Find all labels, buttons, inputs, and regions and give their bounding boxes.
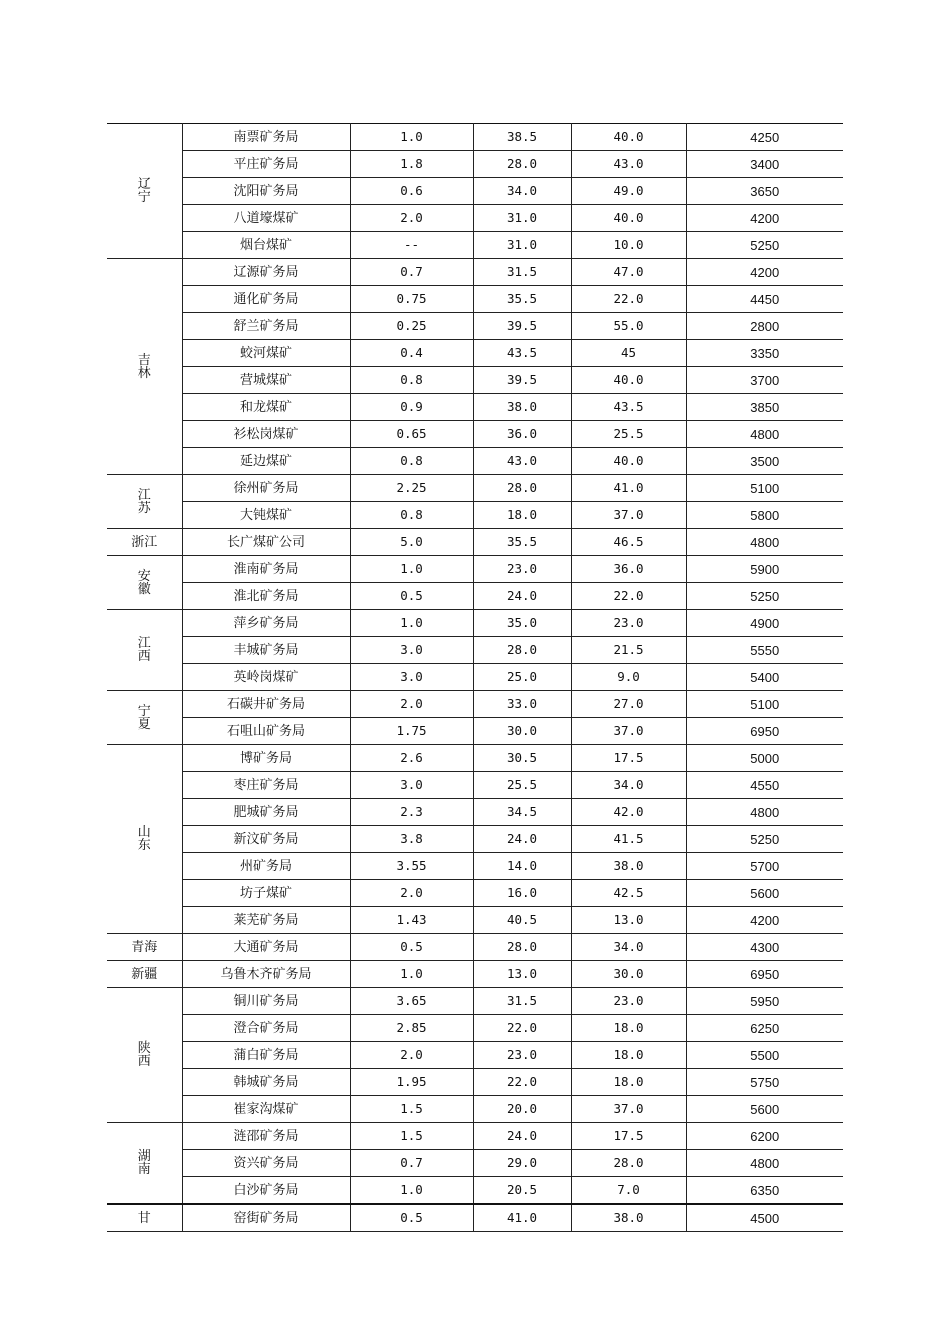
mine-name-cell: 大通矿务局 — [182, 934, 350, 961]
value-b-cell: 13.0 — [473, 961, 571, 988]
table-row — [107, 313, 843, 340]
mine-name-cell: 资兴矿务局 — [182, 1150, 350, 1177]
value-c-cell: 28.0 — [571, 1150, 686, 1177]
heat-value-cell: 5100 — [686, 475, 843, 502]
heat-value-cell: 5250 — [686, 232, 843, 259]
heat-value-cell: 4550 — [686, 772, 843, 799]
value-b-cell: 25.0 — [473, 664, 571, 691]
mine-name-cell: 州矿务局 — [182, 853, 350, 880]
value-b-cell: 41.0 — [473, 1204, 571, 1232]
value-c-cell: 17.5 — [571, 1123, 686, 1150]
mine-name-cell: 澄合矿务局 — [182, 1015, 350, 1042]
value-a-cell: 0.5 — [350, 1204, 473, 1232]
mine-name-cell: 白沙矿务局 — [182, 1177, 350, 1205]
table-row — [107, 502, 843, 529]
table-row — [107, 826, 843, 853]
value-a-cell: 0.5 — [350, 583, 473, 610]
heat-value-cell: 4450 — [686, 286, 843, 313]
value-a-cell: 0.8 — [350, 367, 473, 394]
value-b-cell: 24.0 — [473, 583, 571, 610]
mine-name-cell: 淮南矿务局 — [182, 556, 350, 583]
value-a-cell: 0.7 — [350, 259, 473, 286]
mine-name-cell: 石碳井矿务局 — [182, 691, 350, 718]
value-a-cell: 3.8 — [350, 826, 473, 853]
value-c-cell: 37.0 — [571, 502, 686, 529]
heat-value-cell: 3850 — [686, 394, 843, 421]
province-cell: 山 东 — [107, 745, 182, 934]
value-a-cell: 0.65 — [350, 421, 473, 448]
value-a-cell: 1.0 — [350, 556, 473, 583]
heat-value-cell: 6350 — [686, 1177, 843, 1205]
mine-name-cell: 平庄矿务局 — [182, 151, 350, 178]
value-c-cell: 40.0 — [571, 205, 686, 232]
heat-value-cell: 6200 — [686, 1123, 843, 1150]
heat-value-cell: 5600 — [686, 1096, 843, 1123]
value-b-cell: 20.0 — [473, 1096, 571, 1123]
province-cell: 江 苏 — [107, 475, 182, 529]
table-row — [107, 205, 843, 232]
table-row — [107, 637, 843, 664]
mine-name-cell: 韩城矿务局 — [182, 1069, 350, 1096]
value-c-cell: 43.0 — [571, 151, 686, 178]
value-a-cell: 1.0 — [350, 124, 473, 151]
value-b-cell: 23.0 — [473, 1042, 571, 1069]
heat-value-cell: 5000 — [686, 745, 843, 772]
heat-value-cell: 2800 — [686, 313, 843, 340]
value-c-cell: 18.0 — [571, 1042, 686, 1069]
heat-value-cell: 6950 — [686, 961, 843, 988]
table-body — [107, 124, 843, 1232]
heat-value-cell: 5250 — [686, 583, 843, 610]
value-c-cell: 49.0 — [571, 178, 686, 205]
province-cell: 新疆 — [107, 961, 182, 988]
table-row — [107, 475, 843, 502]
value-b-cell: 31.5 — [473, 259, 571, 286]
heat-value-cell: 4800 — [686, 1150, 843, 1177]
value-c-cell: 40.0 — [571, 367, 686, 394]
mine-name-cell: 坊子煤矿 — [182, 880, 350, 907]
value-c-cell: 37.0 — [571, 1096, 686, 1123]
value-a-cell: 0.75 — [350, 286, 473, 313]
value-a-cell: 2.85 — [350, 1015, 473, 1042]
heat-value-cell: 5700 — [686, 853, 843, 880]
value-b-cell: 31.0 — [473, 205, 571, 232]
table-row — [107, 448, 843, 475]
value-c-cell: 40.0 — [571, 124, 686, 151]
mine-name-cell: 通化矿务局 — [182, 286, 350, 313]
value-a-cell: 0.5 — [350, 934, 473, 961]
heat-value-cell: 3350 — [686, 340, 843, 367]
province-cell: 辽 宁 — [107, 124, 182, 259]
mine-name-cell: 窑街矿务局 — [182, 1204, 350, 1232]
value-c-cell: 55.0 — [571, 313, 686, 340]
value-b-cell: 28.0 — [473, 637, 571, 664]
value-c-cell: 42.0 — [571, 799, 686, 826]
mine-name-cell: 长广煤矿公司 — [182, 529, 350, 556]
value-c-cell: 34.0 — [571, 934, 686, 961]
heat-value-cell: 5550 — [686, 637, 843, 664]
value-c-cell: 18.0 — [571, 1015, 686, 1042]
table-row — [107, 259, 843, 286]
table-row — [107, 124, 843, 151]
heat-value-cell: 6950 — [686, 718, 843, 745]
value-b-cell: 34.5 — [473, 799, 571, 826]
heat-value-cell: 5600 — [686, 880, 843, 907]
mine-name-cell: 舒兰矿务局 — [182, 313, 350, 340]
value-c-cell: 18.0 — [571, 1069, 686, 1096]
value-b-cell: 39.5 — [473, 313, 571, 340]
heat-value-cell: 4800 — [686, 799, 843, 826]
value-b-cell: 28.0 — [473, 475, 571, 502]
value-b-cell: 14.0 — [473, 853, 571, 880]
value-c-cell: 27.0 — [571, 691, 686, 718]
value-b-cell: 28.0 — [473, 151, 571, 178]
value-a-cell: 0.6 — [350, 178, 473, 205]
value-b-cell: 20.5 — [473, 1177, 571, 1205]
value-a-cell: 3.0 — [350, 637, 473, 664]
table-row — [107, 853, 843, 880]
heat-value-cell: 5500 — [686, 1042, 843, 1069]
table-row — [107, 718, 843, 745]
value-c-cell: 9.0 — [571, 664, 686, 691]
value-c-cell: 10.0 — [571, 232, 686, 259]
heat-value-cell: 4900 — [686, 610, 843, 637]
mine-name-cell: 崔家沟煤矿 — [182, 1096, 350, 1123]
table-row — [107, 529, 843, 556]
value-c-cell: 34.0 — [571, 772, 686, 799]
mine-name-cell: 延边煤矿 — [182, 448, 350, 475]
table-row — [107, 232, 843, 259]
value-a-cell: 2.0 — [350, 1042, 473, 1069]
value-a-cell: 1.0 — [350, 610, 473, 637]
table-row — [107, 340, 843, 367]
value-b-cell: 39.5 — [473, 367, 571, 394]
province-cell: 浙江 — [107, 529, 182, 556]
value-a-cell: -- — [350, 232, 473, 259]
value-b-cell: 30.5 — [473, 745, 571, 772]
value-c-cell: 41.0 — [571, 475, 686, 502]
table-row — [107, 1177, 843, 1205]
heat-value-cell: 3400 — [686, 151, 843, 178]
table-row — [107, 1042, 843, 1069]
value-a-cell: 3.55 — [350, 853, 473, 880]
mine-name-cell: 铜川矿务局 — [182, 988, 350, 1015]
value-b-cell: 33.0 — [473, 691, 571, 718]
heat-value-cell: 5950 — [686, 988, 843, 1015]
mine-name-cell: 大钝煤矿 — [182, 502, 350, 529]
value-c-cell: 46.5 — [571, 529, 686, 556]
value-b-cell: 31.0 — [473, 232, 571, 259]
province-cell: 江 西 — [107, 610, 182, 691]
value-b-cell: 38.0 — [473, 394, 571, 421]
heat-value-cell: 4200 — [686, 259, 843, 286]
table-row — [107, 1096, 843, 1123]
mine-name-cell: 八道壕煤矿 — [182, 205, 350, 232]
mine-name-cell: 南票矿务局 — [182, 124, 350, 151]
value-b-cell: 30.0 — [473, 718, 571, 745]
value-c-cell: 17.5 — [571, 745, 686, 772]
value-b-cell: 35.5 — [473, 286, 571, 313]
value-c-cell: 38.0 — [571, 1204, 686, 1232]
mine-name-cell: 博矿务局 — [182, 745, 350, 772]
value-b-cell: 28.0 — [473, 934, 571, 961]
province-cell: 甘 — [107, 1204, 182, 1232]
value-c-cell: 38.0 — [571, 853, 686, 880]
heat-value-cell: 5400 — [686, 664, 843, 691]
province-cell: 青海 — [107, 934, 182, 961]
value-a-cell: 0.7 — [350, 1150, 473, 1177]
table-row — [107, 1150, 843, 1177]
mine-name-cell: 肥城矿务局 — [182, 799, 350, 826]
value-a-cell: 2.0 — [350, 880, 473, 907]
value-c-cell: 7.0 — [571, 1177, 686, 1205]
heat-value-cell: 3500 — [686, 448, 843, 475]
table-row — [107, 691, 843, 718]
mine-name-cell: 和龙煤矿 — [182, 394, 350, 421]
heat-value-cell: 4800 — [686, 529, 843, 556]
value-a-cell: 3.0 — [350, 772, 473, 799]
table-row — [107, 907, 843, 934]
province-cell: 安 徽 — [107, 556, 182, 610]
mine-name-cell: 涟邵矿务局 — [182, 1123, 350, 1150]
value-b-cell: 34.0 — [473, 178, 571, 205]
heat-value-cell: 6250 — [686, 1015, 843, 1042]
value-a-cell: 1.75 — [350, 718, 473, 745]
heat-value-cell: 3650 — [686, 178, 843, 205]
heat-value-cell: 4300 — [686, 934, 843, 961]
heat-value-cell: 4500 — [686, 1204, 843, 1232]
table-row — [107, 772, 843, 799]
mine-name-cell: 蛟河煤矿 — [182, 340, 350, 367]
value-c-cell: 21.5 — [571, 637, 686, 664]
value-a-cell: 1.0 — [350, 961, 473, 988]
table-row — [107, 664, 843, 691]
heat-value-cell: 3700 — [686, 367, 843, 394]
mine-name-cell: 新汶矿务局 — [182, 826, 350, 853]
table-row — [107, 556, 843, 583]
table-row — [107, 988, 843, 1015]
table-row — [107, 1123, 843, 1150]
value-a-cell: 1.8 — [350, 151, 473, 178]
value-b-cell: 24.0 — [473, 1123, 571, 1150]
value-b-cell: 36.0 — [473, 421, 571, 448]
heat-value-cell: 5100 — [686, 691, 843, 718]
value-a-cell: 1.5 — [350, 1096, 473, 1123]
mine-name-cell: 石咀山矿务局 — [182, 718, 350, 745]
value-a-cell: 2.25 — [350, 475, 473, 502]
value-a-cell: 1.0 — [350, 1177, 473, 1205]
value-a-cell: 5.0 — [350, 529, 473, 556]
value-c-cell: 47.0 — [571, 259, 686, 286]
table-row — [107, 1204, 843, 1232]
value-c-cell: 22.0 — [571, 286, 686, 313]
value-c-cell: 23.0 — [571, 610, 686, 637]
value-a-cell: 2.0 — [350, 691, 473, 718]
coal-data-table — [107, 123, 843, 1232]
value-c-cell: 41.5 — [571, 826, 686, 853]
value-a-cell: 0.4 — [350, 340, 473, 367]
mine-name-cell: 衫松岗煤矿 — [182, 421, 350, 448]
heat-value-cell: 4200 — [686, 907, 843, 934]
heat-value-cell: 5800 — [686, 502, 843, 529]
table-row — [107, 151, 843, 178]
heat-value-cell: 4200 — [686, 205, 843, 232]
value-a-cell: 0.9 — [350, 394, 473, 421]
value-b-cell: 35.0 — [473, 610, 571, 637]
value-c-cell: 36.0 — [571, 556, 686, 583]
mine-name-cell: 烟台煤矿 — [182, 232, 350, 259]
value-b-cell: 43.0 — [473, 448, 571, 475]
value-b-cell: 22.0 — [473, 1069, 571, 1096]
mine-name-cell: 营城煤矿 — [182, 367, 350, 394]
table-row — [107, 1015, 843, 1042]
mine-name-cell: 英岭岗煤矿 — [182, 664, 350, 691]
value-a-cell: 2.0 — [350, 205, 473, 232]
value-a-cell: 1.5 — [350, 1123, 473, 1150]
value-a-cell: 0.25 — [350, 313, 473, 340]
table-row — [107, 394, 843, 421]
table-row — [107, 880, 843, 907]
table-row — [107, 961, 843, 988]
value-c-cell: 43.5 — [571, 394, 686, 421]
table-row — [107, 583, 843, 610]
table-row — [107, 421, 843, 448]
heat-value-cell: 5750 — [686, 1069, 843, 1096]
value-a-cell: 1.95 — [350, 1069, 473, 1096]
value-b-cell: 43.5 — [473, 340, 571, 367]
value-a-cell: 0.8 — [350, 448, 473, 475]
province-cell: 宁 夏 — [107, 691, 182, 745]
mine-name-cell: 沈阳矿务局 — [182, 178, 350, 205]
value-b-cell: 29.0 — [473, 1150, 571, 1177]
table-row — [107, 1069, 843, 1096]
province-cell: 吉 林 — [107, 259, 182, 475]
mine-name-cell: 淮北矿务局 — [182, 583, 350, 610]
value-b-cell: 31.5 — [473, 988, 571, 1015]
value-c-cell: 22.0 — [571, 583, 686, 610]
value-c-cell: 37.0 — [571, 718, 686, 745]
value-b-cell: 16.0 — [473, 880, 571, 907]
table-row — [107, 745, 843, 772]
province-cell: 湖 南 — [107, 1123, 182, 1205]
value-a-cell: 3.65 — [350, 988, 473, 1015]
value-a-cell: 2.3 — [350, 799, 473, 826]
table-row — [107, 367, 843, 394]
mine-name-cell: 丰城矿务局 — [182, 637, 350, 664]
value-a-cell: 3.0 — [350, 664, 473, 691]
value-c-cell: 30.0 — [571, 961, 686, 988]
value-c-cell: 45 — [571, 340, 686, 367]
heat-value-cell: 5900 — [686, 556, 843, 583]
value-c-cell: 23.0 — [571, 988, 686, 1015]
mine-name-cell: 萍乡矿务局 — [182, 610, 350, 637]
value-a-cell: 0.8 — [350, 502, 473, 529]
value-b-cell: 22.0 — [473, 1015, 571, 1042]
heat-value-cell: 5250 — [686, 826, 843, 853]
value-c-cell: 42.5 — [571, 880, 686, 907]
table-row — [107, 934, 843, 961]
value-c-cell: 13.0 — [571, 907, 686, 934]
value-b-cell: 24.0 — [473, 826, 571, 853]
value-b-cell: 23.0 — [473, 556, 571, 583]
mine-name-cell: 乌鲁木齐矿务局 — [182, 961, 350, 988]
mine-name-cell: 莱芜矿务局 — [182, 907, 350, 934]
mine-name-cell: 徐州矿务局 — [182, 475, 350, 502]
province-cell: 陕 西 — [107, 988, 182, 1123]
value-b-cell: 18.0 — [473, 502, 571, 529]
heat-value-cell: 4250 — [686, 124, 843, 151]
table-row — [107, 799, 843, 826]
value-c-cell: 25.5 — [571, 421, 686, 448]
value-b-cell: 38.5 — [473, 124, 571, 151]
table-row — [107, 178, 843, 205]
mine-name-cell: 辽源矿务局 — [182, 259, 350, 286]
value-b-cell: 40.5 — [473, 907, 571, 934]
value-c-cell: 40.0 — [571, 448, 686, 475]
value-b-cell: 35.5 — [473, 529, 571, 556]
value-b-cell: 25.5 — [473, 772, 571, 799]
table-row — [107, 610, 843, 637]
value-a-cell: 1.43 — [350, 907, 473, 934]
mine-name-cell: 枣庄矿务局 — [182, 772, 350, 799]
table-row — [107, 286, 843, 313]
mine-name-cell: 蒲白矿务局 — [182, 1042, 350, 1069]
heat-value-cell: 4800 — [686, 421, 843, 448]
value-a-cell: 2.6 — [350, 745, 473, 772]
